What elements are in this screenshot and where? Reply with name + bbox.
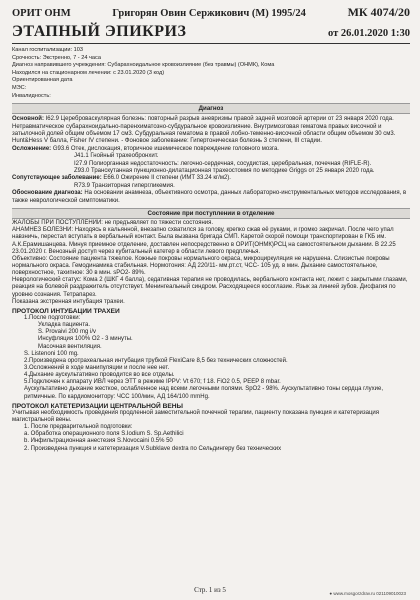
protocol-step: 4.Дыхание аускультативно проводится во все отделы.: [24, 372, 175, 379]
intubation-protocol: [12, 315, 410, 401]
protocol-step: 5.Подключен к аппарату ИВЛ через ЭТТ в режиме IPPV: Vt 670; f 18. FiO2 0.5, PEEP 8 mbar.: [24, 379, 281, 386]
protocol-step: S. Listenoni 100 mg.: [24, 350, 79, 357]
complication-extra-text: Транскутанная пункционно-дилатационная трахеостомия по методике Griggs от 25 января 2020 года.: [91, 168, 375, 174]
protocol-step: 1. После предварительной подготовки:: [24, 424, 133, 431]
document-date: от 26.01.2020 1:30: [327, 28, 410, 39]
main-diagnosis-label: Основной:: [12, 116, 44, 123]
complaints: ЖАЛОБЫ ПРИ ПОСТУПЛЕНИИ: не предъявляет по тяжести состояния.: [12, 220, 214, 227]
record-number: МК 4074/20: [347, 5, 410, 19]
catheterization-protocol: [12, 410, 410, 453]
disease-history: АНАМНЕЗ БОЛЕЗНИ: Находясь в кальянной, внезапно схватился за голову, крепко сжав её руками, и громко закричал. После чего упал навзничь, перестал вступать в вербальный контакт. Была вызвана бригада СМП. Каретой скорой помощи транспортирован в ГКБ им. А.К.Ерамишанцева. Минуя приемное отделение, доставлен непосредственно в ОРИТ(ОНМК)РСЦ на самостоятельном дыхании. В 22.25 23.01.2020 г. Венозный доступ через кубитальный катетер в области левого предплечья.: [12, 227, 396, 255]
complication-code: G93.6: [52, 145, 70, 152]
concomitant-text: Ожирение II степени (ИМТ 33.24 кг/м2).: [120, 175, 231, 182]
catheterization-steps: [12, 424, 410, 453]
catheterization-intro: Учитывая необходимость проведения продленной заместительной почечной терапии, пациенту показана пункция и катетеризация магистральной вены.: [12, 409, 380, 423]
meta-line: Срочность: Экстренно, 7 - 24 часа: [12, 54, 101, 61]
main-diagnosis: [12, 116, 410, 146]
complication-extra-text: Полиорганная недостаточность: легочно-сердечная, сосудистая, церебральная, почечная (RIFLE-R).: [89, 160, 372, 167]
catheterization-protocol-title: ПРОТОКОЛ КАТЕТЕРИЗАЦИИ ЦЕНТРАЛЬНОЙ ВЕНЫ: [12, 402, 183, 410]
concomitant-code: E66.0: [103, 175, 120, 182]
concomitant-disease: [12, 175, 410, 182]
meta-line: Ориентированная дата: [12, 77, 73, 84]
meta-line: Инвалидность:: [12, 92, 51, 99]
meta-line: Находился на стационарном лечении: с 23.01.2020 (3 код): [12, 69, 165, 76]
diagnosis-block: [12, 116, 410, 205]
diagnosis-basis-label: Обоснование диагноза:: [12, 190, 83, 197]
main-diagnosis-code: I62.9: [45, 116, 59, 123]
protocol-step: 2.Произведена оротрахеальная интубация трубкой FlexiCare 8,5 без технических сложностей.: [24, 357, 288, 364]
meta-line: Канал госпитализации: 103: [12, 47, 83, 53]
protocol-step: 1.После подготовки:: [24, 314, 81, 321]
meta-line: МЭС:: [12, 84, 27, 91]
objective-status: Объективно: Состояние пациента тяжелое. Кожные покровы нормального окраса, микроциркуляция не нарушена. Слизистые покровы нормального окраса. Гемодинамика стабильная. Нормотония: АД 220/11- мм.рт.ст, ЧСС- 105 уд. в мин. Дыхание самостоятельное, поверхностное, тахипное: 30 в мин. sPO2- 89%.: [12, 255, 390, 277]
complication-extra-text: Гнойный трахеобронхит.: [90, 153, 159, 160]
diagnosis-basis-text: На основании анамнеза, объективного осмотра, данных лабораторно-инструментальных методов исследования, в также неврологической симптоматики.: [12, 190, 407, 204]
complication-text: Отек, дислокация, вторичное ишемическое повреждение головного мозга.: [70, 145, 279, 152]
diagnosis-section-header: Диагноз: [12, 103, 410, 114]
protocol-step: Масочная вентиляция.: [38, 343, 102, 350]
protocol-step: a. Обработка операционного поля S.Iodium S. Sp.Aethilici: [24, 431, 184, 438]
admission-meta: [12, 47, 410, 100]
complication-extra-code: I27.9: [74, 160, 88, 167]
patient-name: Григорян Овин Серж​икович (М) 1995/24: [112, 8, 306, 19]
document-header: [12, 5, 410, 20]
admission-status: [12, 220, 410, 306]
complication-extra-item: [12, 153, 410, 160]
admission-status-header: Состояние при поступлении в отделение: [12, 208, 410, 219]
intubation-indication: Показана экстренная интубация трахеи.: [12, 298, 125, 305]
complication: [12, 146, 410, 153]
footer-barcode-text: ● www.mosgorzdrav.ru 021109010023: [329, 591, 406, 596]
concomitant-extra-text: Транзиторная гипергликемия.: [91, 182, 175, 189]
protocol-step: Аускультативно дыхание жесткое, ослабленное над всеми легочными полями. SpO2 - 98%. Аускультативно тоны сердца глухие, ритмичные. По кардиомонитору: ЧСС 100/мин, АД 164/100 mmHg.: [24, 386, 383, 400]
title-row: [12, 23, 410, 41]
department: ОРИТ ОНМ: [12, 8, 71, 19]
meta-line: Диагноз направившего учреждения: Субарахноидальное кровоизлияние (без травмы) (ОНМК), Кома: [12, 62, 275, 69]
main-diagnosis-text: Цереброваскулярная болезнь: повторный разрыв аневризмы правой задней мозговой артерии от 23 января 2020 года. Нетравматическое субарахноидально-паренхиматозно-субдуральное кровоизлияние. Внутримозговая гематома правых височной и затылочной долей общим объемом 17 см3. Субдуральная гематома в правой лобно-теменно-височной области общим объемом 30 см3. Hunt&Hess V балла, Fisher IV степени. - Фоновое заболевание: Гипертоническая болезнь 3 степени, III стадии.: [12, 116, 396, 145]
diagnosis-basis: [12, 190, 410, 205]
complication-extra-list: [12, 153, 410, 175]
complication-extra-item: [12, 161, 410, 168]
document-title: ЭТАПНЫЙ ЭПИКРИЗ: [12, 23, 187, 40]
complication-extra-code: J41.1: [74, 153, 89, 160]
protocol-step: Укладка пациента.: [38, 322, 91, 329]
protocol-step: S. Provaivi 200 mg i/v: [38, 329, 97, 336]
complication-label: Осложнение:: [12, 145, 52, 152]
protocol-step: Инсуфляция 100% O2 - 3 минуты.: [38, 336, 133, 343]
page-number: Стр. 1 из 5: [194, 586, 226, 594]
protocol-step: 2. Произведена пункция и катетеризация V.Subklave dextra по Сельдингеру без технических: [24, 445, 282, 452]
concomitant-label: Сопутствующее заболевание:: [12, 175, 102, 182]
header-divider: [12, 43, 410, 44]
neurological-status: Неврологический статус: Кома 2 (ШКГ 4 балла), седативная терапия не проводилась, вербального контакта нет, лежит с закрытыми глазами, реакция на болевой раздражитель отсутствует. Менингеальный синдром. Расходящееся косоглазие. Язык за линией зубов. Дисфагия по уровню сознания. Тетрапарез.: [12, 277, 408, 298]
complication-extra-code: Z93.0: [74, 168, 90, 174]
protocol-step: 3.Осложнений в ходе манипуляции и после нее нет.: [24, 365, 170, 371]
intubation-protocol-title: ПРОТОКОЛ ИНТУБАЦИИ ТРАХЕИ: [12, 307, 120, 315]
protocol-step: b. Инфильтрационная анестезия S.Novocaini 0.5% 50: [24, 438, 173, 445]
concomitant-extra-code: R73.9: [74, 182, 91, 189]
